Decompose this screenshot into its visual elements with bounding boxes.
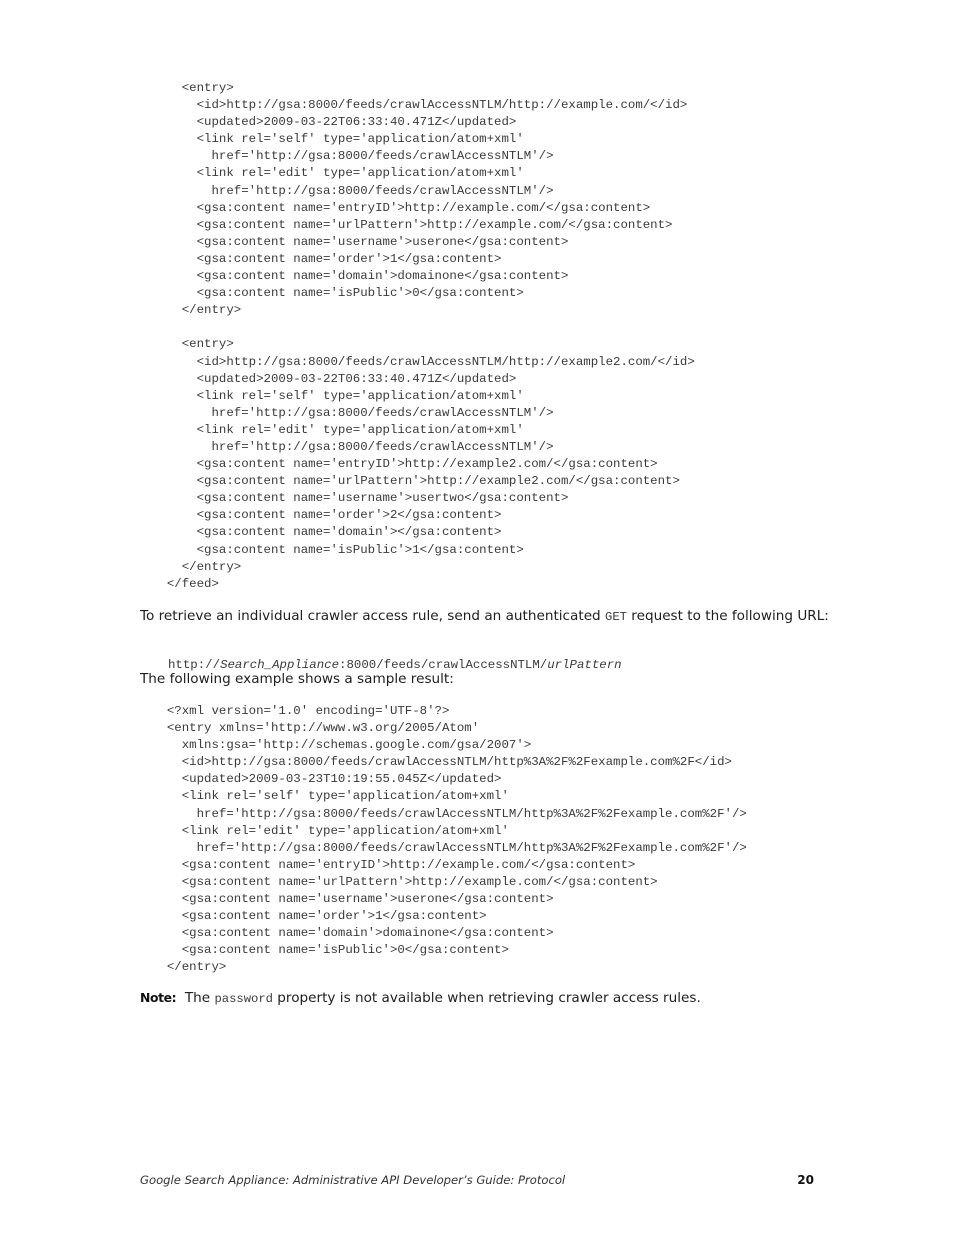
code-line: <gsa:content name='isPublic'>0</gsa:content> xyxy=(152,943,509,958)
code-line: <gsa:content name='domain'>domainone</gsa:content> xyxy=(152,269,569,284)
code-line: <gsa:content name='domain'></gsa:content> xyxy=(152,525,502,540)
paragraph-sample-result xyxy=(140,670,454,688)
code-line: </entry> xyxy=(152,303,242,318)
code-line: <gsa:content name='username'>userone</gsa:content> xyxy=(152,892,554,907)
code-line: <gsa:content name='entryID'>http://example.com/</gsa:content> xyxy=(152,200,651,215)
code-line: <gsa:content name='entryID'>http://example2.com/</gsa:content> xyxy=(152,457,658,472)
note-label: Note: xyxy=(140,990,177,1005)
footer-document-title: Google Search Appliance: Administrative API Developer’s Guide: Protocol xyxy=(140,1173,566,1187)
code-line: <updated>2009-03-22T06:33:40.471Z</updated> xyxy=(152,371,517,386)
code-line: <gsa:content name='isPublic'>0</gsa:content> xyxy=(152,286,524,301)
note-paragraph xyxy=(140,989,701,1008)
code-line: <link rel='edit' type='application/atom+xml' xyxy=(152,422,524,437)
paragraph-retrieve-text-before: To retrieve an individual crawler access rule, send an authenticated xyxy=(140,608,606,624)
code-line: <gsa:content name='order'>2</gsa:content> xyxy=(152,508,502,523)
code-line: <?xml version='1.0' encoding='UTF-8'?> xyxy=(152,704,450,718)
paragraph-sample-result-text: The following example shows a sample result: xyxy=(140,671,454,687)
url-placeholder-search-appliance: Search_Appliance xyxy=(220,658,340,673)
code-block-feed-entries xyxy=(152,80,695,593)
paragraph-retrieve-text-after: request to the following URL: xyxy=(626,608,829,624)
code-line: <entry> xyxy=(152,337,234,352)
code-line: <id>http://gsa:8000/feeds/crawlAccessNTLM/http://example.com/</id> xyxy=(152,98,688,113)
code-line: href='http://gsa:8000/feeds/crawlAccessNTLM'/> xyxy=(152,183,554,198)
code-line: xmlns:gsa='http://schemas.google.com/gsa/2007'> xyxy=(152,738,532,753)
code-line: <id>http://gsa:8000/feeds/crawlAccessNTLM/http%3A%2F%2Fexample.com%2F</id> xyxy=(152,755,732,770)
inline-code-get: GET xyxy=(605,610,627,624)
url-part-scheme: http:// xyxy=(168,658,221,673)
code-line: <gsa:content name='order'>1</gsa:content> xyxy=(152,909,487,924)
inline-code-password: password xyxy=(214,992,273,1006)
code-line: </feed> xyxy=(152,576,219,591)
code-line: <gsa:content name='username'>usertwo</gsa:content> xyxy=(152,491,569,506)
code-line: <gsa:content name='order'>1</gsa:content> xyxy=(152,251,502,266)
code-line: <gsa:content name='domain'>domainone</gsa:content> xyxy=(152,926,554,941)
code-line: <link rel='edit' type='application/atom+xml' xyxy=(152,166,524,181)
code-line: </entry> xyxy=(152,559,242,574)
code-line: href='http://gsa:8000/feeds/crawlAccessNTLM'/> xyxy=(152,405,554,420)
code-line: <link rel='self' type='application/atom+xml' xyxy=(152,789,509,804)
code-line: <gsa:content name='entryID'>http://example.com/</gsa:content> xyxy=(152,857,636,872)
code-line: <gsa:content name='urlPattern'>http://example.com/</gsa:content> xyxy=(152,217,673,232)
code-line: <link rel='edit' type='application/atom+xml' xyxy=(152,823,509,838)
code-line: href='http://gsa:8000/feeds/crawlAccessNTLM/http%3A%2F%2Fexample.com%2F'/> xyxy=(152,806,747,821)
code-line: href='http://gsa:8000/feeds/crawlAccessNTLM/http%3A%2F%2Fexample.com%2F'/> xyxy=(152,840,747,855)
code-line: <updated>2009-03-22T06:33:40.471Z</updated> xyxy=(152,115,517,130)
code-line: <gsa:content name='urlPattern'>http://example2.com/</gsa:content> xyxy=(152,474,680,489)
code-line: <id>http://gsa:8000/feeds/crawlAccessNTLM/http://example2.com/</id> xyxy=(152,354,695,369)
url-placeholder-url-pattern: urlPattern xyxy=(547,658,622,673)
code-line: <gsa:content name='isPublic'>1</gsa:content> xyxy=(152,542,524,557)
code-line: href='http://gsa:8000/feeds/crawlAccessNTLM'/> xyxy=(152,439,554,454)
code-line: <link rel='self' type='application/atom+xml' xyxy=(152,388,524,403)
code-line xyxy=(152,319,695,336)
code-line: <entry> xyxy=(152,81,234,95)
code-line: <gsa:content name='username'>userone</gsa:content> xyxy=(152,234,569,249)
code-line: <entry xmlns='http://www.w3.org/2005/Atom' xyxy=(152,721,480,736)
note-text-after: property is not available when retrieving crawler access rules. xyxy=(272,990,701,1006)
code-line: </entry> xyxy=(152,960,227,975)
paragraph-retrieve-rule xyxy=(140,607,829,626)
url-part-path: :8000/feeds/crawlAccessNTLM/ xyxy=(339,658,548,673)
note-text-before: The xyxy=(184,990,215,1006)
code-line: <updated>2009-03-23T10:19:55.045Z</updated> xyxy=(152,772,502,787)
code-line: href='http://gsa:8000/feeds/crawlAccessNTLM'/> xyxy=(152,149,554,164)
code-line: <link rel='self' type='application/atom+xml' xyxy=(152,132,524,147)
footer-page-number: 20 xyxy=(797,1173,814,1187)
code-block-sample-result xyxy=(152,703,747,977)
code-line: <gsa:content name='urlPattern'>http://example.com/</gsa:content> xyxy=(152,874,658,889)
